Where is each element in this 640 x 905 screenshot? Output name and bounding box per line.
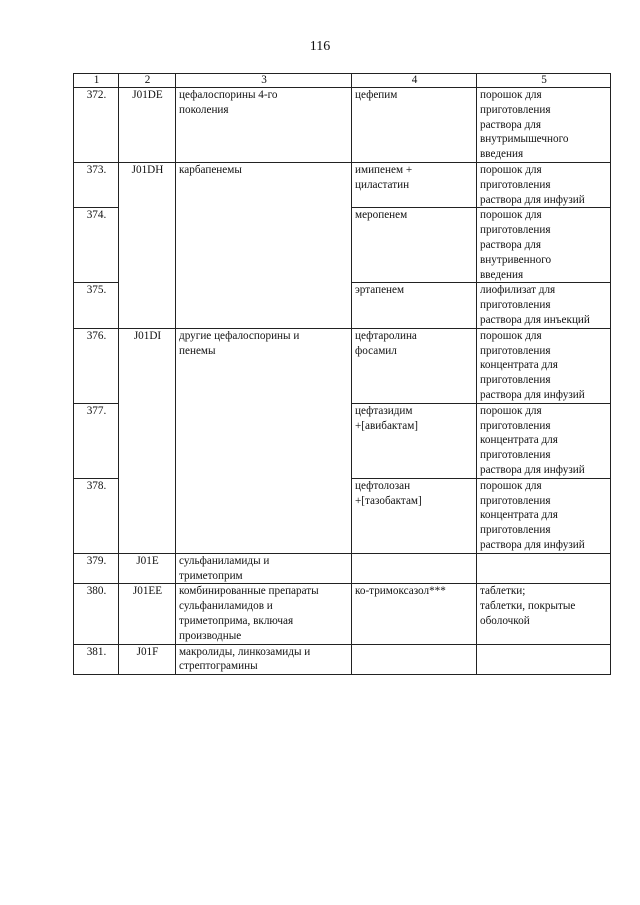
- form-line: приготовления: [480, 524, 551, 537]
- dosage-form: [477, 553, 611, 584]
- form-line: раствора для инфузий: [480, 538, 585, 551]
- name-line: циластатин: [355, 178, 410, 191]
- name-line: цефтолозан: [355, 479, 411, 492]
- dosage-form: [477, 208, 611, 283]
- form-line: порошок для: [480, 89, 542, 101]
- atc-code: J01DI: [119, 328, 176, 553]
- form-line: порошок для: [480, 209, 542, 222]
- drug-name: [352, 403, 477, 478]
- dosage-form: [477, 478, 611, 553]
- row-number: 376.: [74, 328, 119, 403]
- form-line: введения: [480, 268, 524, 281]
- name-line: ко-тримоксазол***: [355, 585, 446, 598]
- table-row: [74, 644, 611, 675]
- name-line: имипенем +: [355, 164, 413, 176]
- group-line: цефалоспорины 4-го: [179, 89, 278, 101]
- form-line: внутримышечного: [480, 133, 569, 146]
- row-number: 377.: [74, 403, 119, 478]
- group-line: поколения: [179, 103, 229, 116]
- drug-name: [352, 553, 477, 584]
- form-line: лиофилизат для: [480, 284, 556, 297]
- row-number: 373.: [74, 163, 119, 208]
- group-line: макролиды, линкозамиды и: [179, 645, 311, 658]
- atc-code: J01E: [119, 553, 176, 584]
- group-name: [176, 644, 352, 675]
- atc-code: J01DH: [119, 163, 176, 329]
- drug-name: [352, 88, 477, 163]
- name-line: меропенем: [355, 209, 408, 222]
- group-name: [176, 328, 352, 553]
- form-line: приготовления: [480, 344, 551, 357]
- form-line: раствора для инфузий: [480, 193, 585, 206]
- form-line: приготовления: [480, 178, 551, 191]
- drug-name: [352, 163, 477, 208]
- drug-name: [352, 478, 477, 553]
- form-line: приготовления: [480, 419, 551, 432]
- column-header-2: 2: [119, 74, 176, 88]
- name-line: +[тазобактам]: [355, 494, 422, 507]
- form-line: приготовления: [480, 299, 551, 312]
- form-line: приготовления: [480, 103, 551, 116]
- group-line: карбапенемы: [179, 164, 242, 176]
- row-number: 375.: [74, 283, 119, 328]
- row-number: 378.: [74, 478, 119, 553]
- row-number: 372.: [74, 88, 119, 163]
- dosage-form: [477, 328, 611, 403]
- form-line: порошок для: [480, 164, 542, 176]
- atc-code: J01DE: [119, 88, 176, 163]
- form-line: оболочкой: [480, 614, 530, 627]
- drug-name: [352, 283, 477, 328]
- form-line: порошок для: [480, 404, 542, 417]
- form-line: концентрата для: [480, 509, 558, 522]
- group-line: другие цефалоспорины и: [179, 329, 300, 342]
- form-line: порошок для: [480, 479, 542, 492]
- drug-table: [73, 73, 611, 675]
- form-line: таблетки, покрытые: [480, 600, 576, 613]
- form-line: раствора для: [480, 118, 541, 131]
- group-line: комбинированные препараты: [179, 585, 319, 598]
- row-number: 380.: [74, 584, 119, 644]
- table-row: [74, 88, 611, 163]
- row-number: 379.: [74, 553, 119, 584]
- form-line: концентрата для: [480, 434, 558, 447]
- dosage-form: [477, 283, 611, 328]
- column-header-1: 1: [74, 74, 119, 88]
- group-name: [176, 584, 352, 644]
- form-line: приготовления: [480, 224, 551, 237]
- form-line: приготовления: [480, 449, 551, 462]
- dosage-form: [477, 584, 611, 644]
- name-line: цефтазидим: [355, 404, 413, 417]
- name-line: цефепим: [355, 89, 398, 101]
- row-number: 381.: [74, 644, 119, 675]
- form-line: раствора для инфузий: [480, 463, 585, 476]
- form-line: раствора для инъекций: [480, 313, 590, 326]
- table-row: [74, 553, 611, 584]
- group-line: триметоприм: [179, 569, 243, 582]
- column-header-4: 4: [352, 74, 477, 88]
- drug-name: [352, 584, 477, 644]
- form-line: приготовления: [480, 374, 551, 387]
- dosage-form: [477, 163, 611, 208]
- form-line: внутривенного: [480, 253, 552, 266]
- drug-name: [352, 328, 477, 403]
- name-line: цефтаролина: [355, 329, 417, 342]
- form-line: порошок для: [480, 329, 542, 342]
- name-line: эртапенем: [355, 284, 405, 297]
- form-line: раствора для инфузий: [480, 388, 585, 401]
- table-header-row: [74, 74, 611, 88]
- form-line: концентрата для: [480, 359, 558, 372]
- group-line: пенемы: [179, 344, 216, 357]
- group-name: [176, 553, 352, 584]
- group-name: [176, 88, 352, 163]
- form-line: введения: [480, 148, 524, 161]
- atc-code: J01F: [119, 644, 176, 675]
- drug-name: [352, 208, 477, 283]
- form-line: таблетки;: [480, 585, 526, 598]
- name-line: +[авибактам]: [355, 419, 419, 432]
- group-name: [176, 163, 352, 329]
- column-header-3: 3: [176, 74, 352, 88]
- page-number: 116: [309, 39, 331, 54]
- column-header-5: 5: [477, 74, 611, 88]
- atc-code: J01EE: [119, 584, 176, 644]
- group-line: стрептограмины: [179, 660, 258, 673]
- row-number: 374.: [74, 208, 119, 283]
- name-line: фосамил: [355, 344, 397, 357]
- dosage-form: [477, 88, 611, 163]
- group-line: сульфаниламидов и: [179, 600, 273, 613]
- drug-name: [352, 644, 477, 675]
- group-line: триметоприма, включая: [179, 614, 294, 627]
- table-row: [74, 163, 611, 208]
- form-line: раствора для: [480, 238, 541, 251]
- group-line: производные: [179, 629, 242, 642]
- form-line: приготовления: [480, 494, 551, 507]
- group-line: сульфаниламиды и: [179, 554, 270, 567]
- table-row: [74, 584, 611, 644]
- dosage-form: [477, 403, 611, 478]
- dosage-form: [477, 644, 611, 675]
- table-row: [74, 328, 611, 403]
